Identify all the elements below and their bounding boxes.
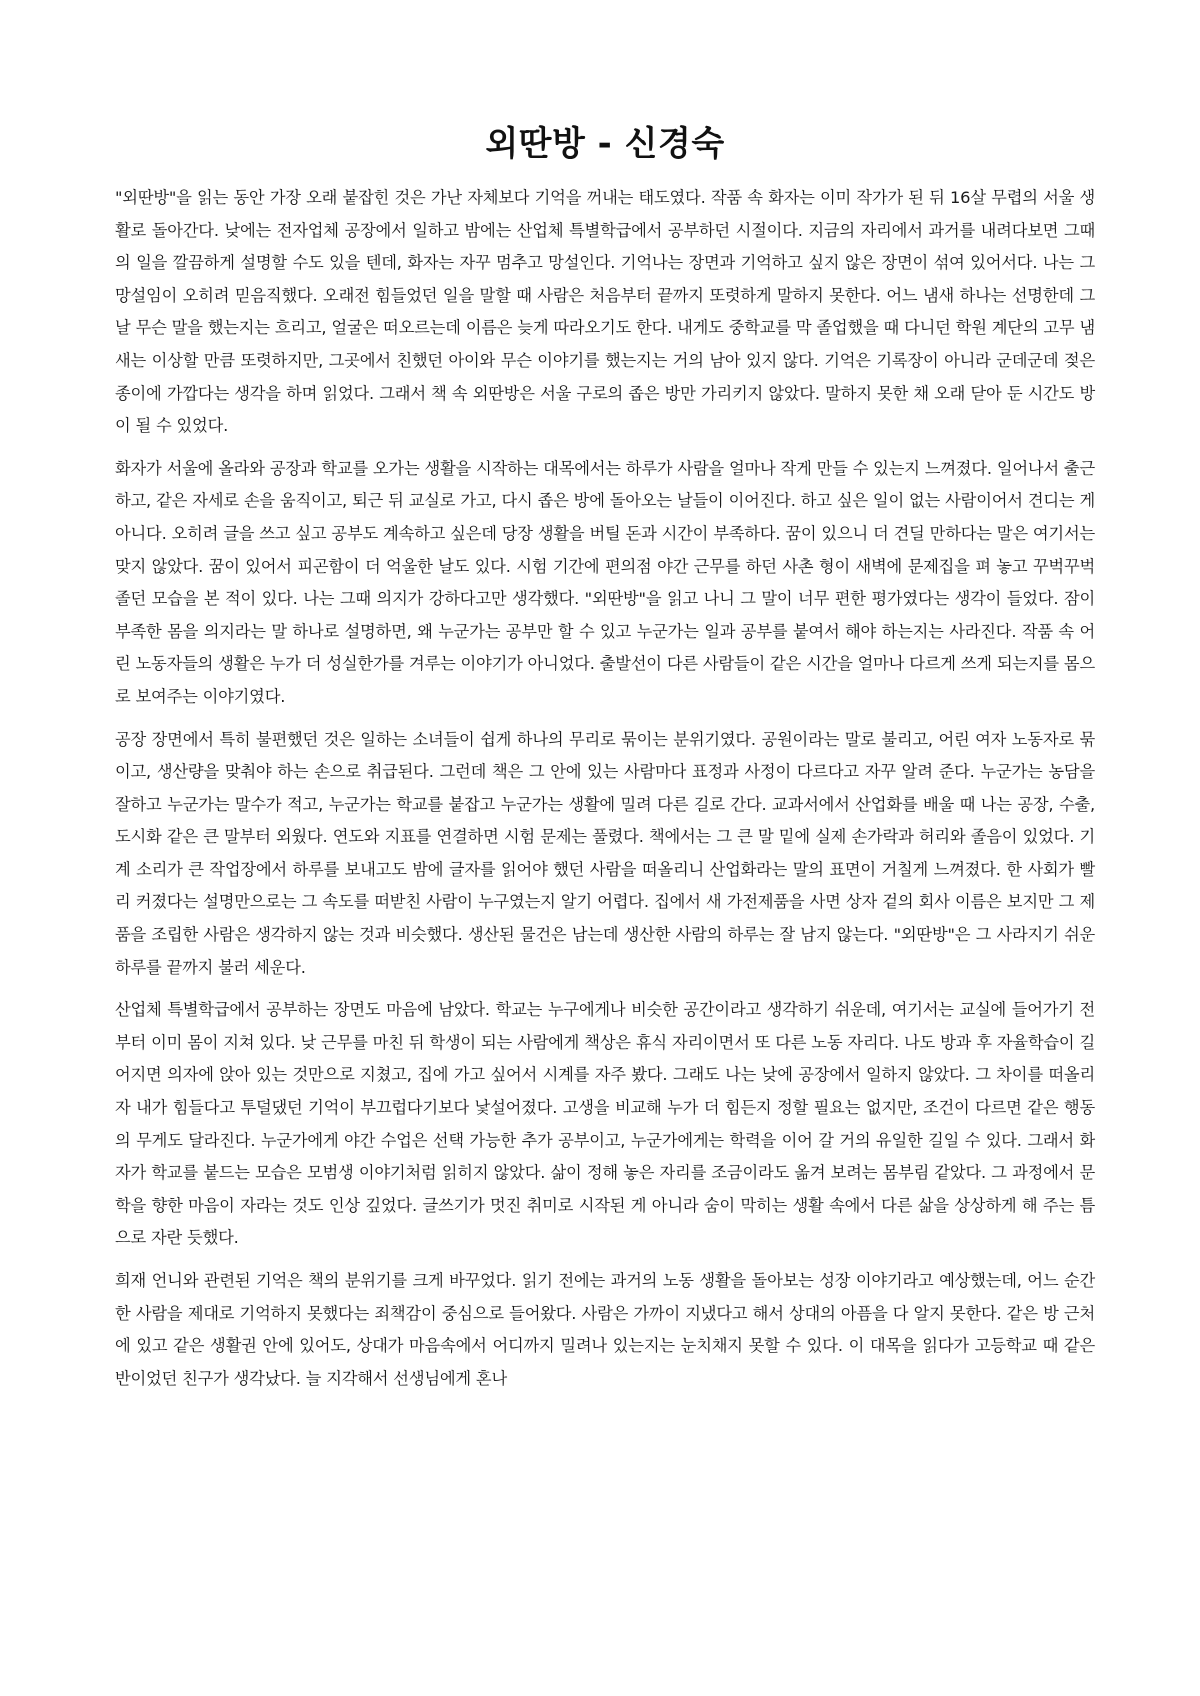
paragraph-1: "외딴방"을 읽는 동안 가장 오래 붙잡힌 것은 가난 자체보다 기억을 꺼내는 태도였다. 작품 속 화자는 이미 작가가 된 뒤 16살 무렵의 서울 생활로 돌아간다. 낮에는 전자업체 공장에서 일하고 밤에는 산업체 특별학급에서 공부하던 시절이다. 지금의 자리에서 과거를 내려다보면 그때의 일을 깔끔하게 설명할 수도 있을 텐데, 화자는 자꾸 멈추고 망설인다. 기억나는 장면과 기억하고 싶지 않은 장면이 섞여 있어서다. 나는 그 망설임이 오히려 믿음직했다. 오래전 힘들었던 일을 말할 때 사람은 처음부터 끝까지 또렷하게 말하지 못한다. 어느 냄새 하나는 선명한데 그날 무슨 말을 했는지는 흐리고, 얼굴은 떠오르는데 이름은 늦게 따라오기도 한다. 내게도 중학교를 막 졸업했을 때 다니던 학원 계단의 고무 냄새는 이상할 만큼 또렷하지만, 그곳에서 친했던 아이와 무슨 이야기를 했는지는 거의 남아 있지 않다. 기억은 기록장이 아니라 군데군데 젖은 종이에 가깝다는 생각을 하며 읽었다. 그래서 책 속 외딴방은 서울 구로의 좁은 방만 가리키지 않았다. 말하지 못한 채 오래 닫아 둔 시간도 방이 될 수 있었다.: [115, 188, 1095, 436]
paragraph-3: 공장 장면에서 특히 불편했던 것은 일하는 소녀들이 쉽게 하나의 무리로 묶이는 분위기였다. 공원이라는 말로 불리고, 어린 여자 노동자로 묶이고, 생산량을 맞춰야 하는 손으로 취급된다. 그런데 책은 그 안에 있는 사람마다 표정과 사정이 다르다고 자꾸 알려 준다. 누군가는 농담을 잘하고 누군가는 말수가 적고, 누군가는 학교를 붙잡고 누군가는 생활에 밀려 다른 길로 간다. 교과서에서 산업화를 배울 때 나는 공장, 수출, 도시화 같은 큰 말부터 외웠다. 연도와 지표를 연결하면 시험 문제는 풀렸다. 책에서는 그 큰 말 밑에 실제 손가락과 허리와 졸음이 있었다. 기계 소리가 큰 작업장에서 하루를 보내고도 밤에 글자를 읽어야 했던 사람을 떠올리니 산업화라는 말의 표면이 거칠게 느껴졌다. 한 사회가 빨리 커졌다는 설명만으로는 그 속도를 떠받친 사람이 누구였는지 알기 어렵다. 집에서 새 가전제품을 사면 상자 겉의 회사 이름은 보지만 그 제품을 조립한 사람은 생각하지 않는 것과 비슷했다. 생산된 물건은 남는데 생산한 사람의 하루는 잘 남지 않는다. "외딴방"은 그 사라지기 쉬운 하루를 끝까지 불러 세운다.: [115, 729, 1095, 977]
document-title: 외딴방 - 신경숙: [485, 124, 725, 164]
paragraph-5: 희재 언니와 관련된 기억은 책의 분위기를 크게 바꾸었다. 읽기 전에는 과거의 노동 생활을 돌아보는 성장 이야기라고 예상했는데, 어느 순간 한 사람을 제대로 기억하지 못했다는 죄책감이 중심으로 들어왔다. 사람은 가까이 지냈다고 해서 상대의 아픔을 다 알지 못한다. 같은 방 근처에 있고 같은 생활권 안에 있어도, 상대가 마음속에서 어디까지 밀려나 있는지는 눈치채지 못할 수 있다. 이 대목을 읽다가 고등학교 때 같은 반이었던 친구가 생각났다. 늘 지각해서 선생님에게 혼나: [115, 1271, 1095, 1388]
paragraph-4: 산업체 특별학급에서 공부하는 장면도 마음에 남았다. 학교는 누구에게나 비슷한 공간이라고 생각하기 쉬운데, 여기서는 교실에 들어가기 전부터 이미 몸이 지쳐 있다. 낮 근무를 마친 뒤 학생이 되는 사람에게 책상은 휴식 자리이면서 또 다른 노동 자리다. 나도 방과 후 자율학습이 길어지면 의자에 앉아 있는 것만으로 지쳤고, 집에 가고 싶어서 시계를 자주 봤다. 그래도 나는 낮에 공장에서 일하지 않았다. 그 차이를 떠올리자 내가 힘들다고 투덜댔던 기억이 부끄럽다기보다 낯설어졌다. 고생을 비교해 누가 더 힘든지 정할 필요는 없지만, 조건이 다르면 같은 행동의 무게도 달라진다. 누군가에게 야간 수업은 선택 가능한 추가 공부이고, 누군가에게는 학력을 이어 갈 거의 유일한 길일 수 있다. 그래서 화자가 학교를 붙드는 모습은 모범생 이야기처럼 읽히지 않았다. 삶이 정해 놓은 자리를 조금이라도 옮겨 보려는 몸부림 같았다. 그 과정에서 문학을 향한 마음이 자라는 것도 인상 깊었다. 글쓰기가 멋진 취미로 시작된 게 아니라 숨이 막히는 생활 속에서 다른 삶을 상상하게 해 주는 틈으로 자란 듯했다.: [115, 1000, 1095, 1248]
paragraph-2: 화자가 서울에 올라와 공장과 학교를 오가는 생활을 시작하는 대목에서는 하루가 사람을 얼마나 작게 만들 수 있는지 느껴졌다. 일어나서 출근하고, 같은 자세로 손을 움직이고, 퇴근 뒤 교실로 가고, 다시 좁은 방에 돌아오는 날들이 이어진다. 하고 싶은 일이 없는 사람이어서 견디는 게 아니다. 오히려 글을 쓰고 싶고 공부도 계속하고 싶은데 당장 생활을 버틸 돈과 시간이 부족하다. 꿈이 있으니 더 견딜 만하다는 말은 여기서는 맞지 않았다. 꿈이 있어서 피곤함이 더 억울한 날도 있다. 시험 기간에 편의점 야간 근무를 하던 사촌 형이 새벽에 문제집을 펴 놓고 꾸벅꾸벅 졸던 모습을 본 적이 있다. 나는 그때 의지가 강하다고만 생각했다. "외딴방"을 읽고 나니 그 말이 너무 편한 평가였다는 생각이 들었다. 잠이 부족한 몸을 의지라는 말 하나로 설명하면, 왜 누군가는 공부만 할 수 있고 누군가는 일과 공부를 붙여서 해야 하는지는 사라진다. 작품 속 어린 노동자들의 생활은 누가 더 성실한가를 겨루는 이야기가 아니었다. 출발선이 다른 사람들이 같은 시간을 얼마나 다르게 쓰게 되는지를 몸으로 보여주는 이야기였다.: [115, 458, 1095, 706]
